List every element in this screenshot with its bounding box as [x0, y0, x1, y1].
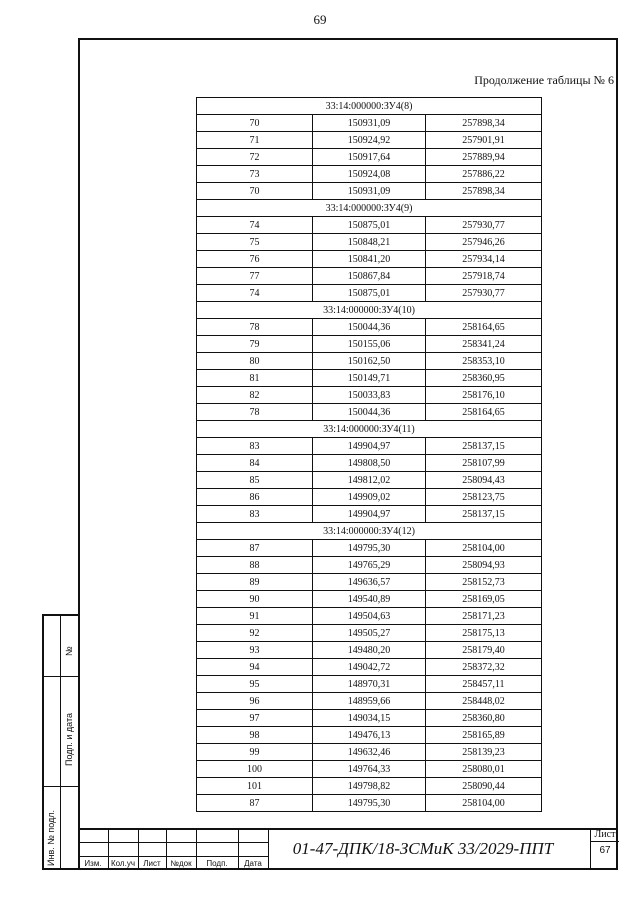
coord-x: 149480,20 [313, 642, 426, 659]
strip-inv-label: Инв. № подл. [46, 809, 56, 866]
coord-x: 150875,01 [313, 285, 426, 302]
coord-x: 150162,50 [313, 353, 426, 370]
point-number: 91 [197, 608, 313, 625]
table-row [197, 166, 542, 183]
col-izm: Изм. [84, 859, 102, 868]
coord-x: 150867,84 [313, 268, 426, 285]
table-row [197, 455, 542, 472]
coord-y: 258372,32 [426, 659, 542, 676]
table-row [197, 676, 542, 693]
point-number: 85 [197, 472, 313, 489]
col-ndok: №док [170, 859, 192, 868]
coord-x: 149764,33 [313, 761, 426, 778]
point-number: 95 [197, 676, 313, 693]
coord-y: 257898,34 [426, 115, 542, 132]
point-number: 100 [197, 761, 313, 778]
point-number: 101 [197, 778, 313, 795]
point-number: 77 [197, 268, 313, 285]
coord-y: 258176,10 [426, 387, 542, 404]
coord-y: 258179,40 [426, 642, 542, 659]
group-header-row [197, 98, 542, 115]
coord-y: 258169,05 [426, 591, 542, 608]
table-row [197, 472, 542, 489]
point-number: 87 [197, 540, 313, 557]
sheet-number: 67 [599, 845, 611, 856]
table-row [197, 557, 542, 574]
point-number: 78 [197, 404, 313, 421]
coord-y: 258090,44 [426, 778, 542, 795]
coord-x: 149540,89 [313, 591, 426, 608]
coord-y: 258353,10 [426, 353, 542, 370]
coord-y: 258094,43 [426, 472, 542, 489]
table-row [197, 217, 542, 234]
coord-y: 258080,01 [426, 761, 542, 778]
coord-y: 258360,80 [426, 710, 542, 727]
table-row [197, 710, 542, 727]
coord-x: 150044,36 [313, 404, 426, 421]
coord-x: 150033,83 [313, 387, 426, 404]
table-row [197, 115, 542, 132]
coord-x: 148970,31 [313, 676, 426, 693]
coord-x: 149795,30 [313, 540, 426, 557]
point-number: 88 [197, 557, 313, 574]
strip-number-label: № [64, 646, 74, 656]
coord-x: 150841,20 [313, 251, 426, 268]
coord-y: 258123,75 [426, 489, 542, 506]
coord-x: 150044,36 [313, 319, 426, 336]
table-row [197, 761, 542, 778]
coord-x: 150931,09 [313, 115, 426, 132]
coord-x: 149632,46 [313, 744, 426, 761]
coord-y: 257886,22 [426, 166, 542, 183]
col-data: Дата [244, 859, 262, 868]
coord-x: 149904,97 [313, 506, 426, 523]
point-number: 71 [197, 132, 313, 149]
point-number: 89 [197, 574, 313, 591]
point-number: 90 [197, 591, 313, 608]
point-number: 78 [197, 319, 313, 336]
coord-y: 258360,95 [426, 370, 542, 387]
coord-x: 150917,64 [313, 149, 426, 166]
title-block [78, 828, 618, 870]
point-number: 84 [197, 455, 313, 472]
coord-y: 258137,15 [426, 438, 542, 455]
table-row [197, 234, 542, 251]
point-number: 96 [197, 693, 313, 710]
coord-y: 258104,00 [426, 795, 542, 812]
coord-y: 258448,02 [426, 693, 542, 710]
table-row [197, 625, 542, 642]
left-strip [42, 614, 78, 870]
group-title: 33:14:000000:ЗУ4(8) [197, 98, 542, 115]
table-caption: Продолжение таблицы № 6 [474, 73, 614, 87]
point-number: 74 [197, 285, 313, 302]
coord-y: 258107,99 [426, 455, 542, 472]
col-podp: Подп. [206, 859, 228, 868]
coord-y: 257901,91 [426, 132, 542, 149]
coord-y: 257930,77 [426, 217, 542, 234]
table-row [197, 285, 542, 302]
coord-y: 257889,94 [426, 149, 542, 166]
table-row [197, 608, 542, 625]
coord-x: 149812,02 [313, 472, 426, 489]
table-row [197, 404, 542, 421]
table-row [197, 132, 542, 149]
point-number: 74 [197, 217, 313, 234]
sheet-box [590, 828, 619, 870]
coord-x: 149798,82 [313, 778, 426, 795]
coord-x: 149765,29 [313, 557, 426, 574]
group-header-row [197, 302, 542, 319]
coord-y: 258139,23 [426, 744, 542, 761]
group-header-row [197, 523, 542, 540]
table-row [197, 693, 542, 710]
table-row [197, 642, 542, 659]
coord-x: 150848,21 [313, 234, 426, 251]
coord-y: 258094,93 [426, 557, 542, 574]
sheet-label: Лист [594, 829, 616, 840]
coord-x: 150875,01 [313, 217, 426, 234]
table-row [197, 336, 542, 353]
table-row [197, 370, 542, 387]
point-number: 79 [197, 336, 313, 353]
table-row [197, 387, 542, 404]
coord-y: 258104,00 [426, 540, 542, 557]
coord-y: 258137,15 [426, 506, 542, 523]
table-row [197, 574, 542, 591]
coord-x: 150924,08 [313, 166, 426, 183]
point-number: 81 [197, 370, 313, 387]
table-row [197, 438, 542, 455]
table-row [197, 591, 542, 608]
point-number: 93 [197, 642, 313, 659]
table-row [197, 540, 542, 557]
coord-x: 150931,09 [313, 183, 426, 200]
coord-y: 257918,74 [426, 268, 542, 285]
table-row [197, 506, 542, 523]
coord-y: 257934,14 [426, 251, 542, 268]
group-header-row [197, 421, 542, 438]
point-number: 98 [197, 727, 313, 744]
table-row [197, 778, 542, 795]
point-number: 76 [197, 251, 313, 268]
revision-grid [78, 828, 268, 870]
col-list: Лист [143, 859, 161, 868]
point-number: 83 [197, 506, 313, 523]
table-row [197, 268, 542, 285]
group-title: 33:14:000000:ЗУ4(9) [197, 200, 542, 217]
coord-x: 149042,72 [313, 659, 426, 676]
table-row [197, 353, 542, 370]
point-number: 75 [197, 234, 313, 251]
table-row [197, 795, 542, 812]
coord-x: 149909,02 [313, 489, 426, 506]
coord-x: 149904,97 [313, 438, 426, 455]
point-number: 80 [197, 353, 313, 370]
coordinates-table [196, 97, 542, 812]
coord-y: 258171,23 [426, 608, 542, 625]
point-number: 83 [197, 438, 313, 455]
group-header-row [197, 200, 542, 217]
page-number: 69 [313, 12, 327, 27]
coord-x: 150924,92 [313, 132, 426, 149]
point-number: 99 [197, 744, 313, 761]
point-number: 97 [197, 710, 313, 727]
coord-x: 149808,50 [313, 455, 426, 472]
point-number: 70 [197, 183, 313, 200]
table-row [197, 659, 542, 676]
table-row [197, 727, 542, 744]
table-row [197, 319, 542, 336]
table-row [197, 183, 542, 200]
coord-x: 150149,71 [313, 370, 426, 387]
table-row [197, 489, 542, 506]
point-number: 94 [197, 659, 313, 676]
coord-y: 258152,73 [426, 574, 542, 591]
coord-y: 258164,65 [426, 404, 542, 421]
coord-y: 258457,11 [426, 676, 542, 693]
coord-x: 149504,63 [313, 608, 426, 625]
coord-x: 149636,57 [313, 574, 426, 591]
group-title: 33:14:000000:ЗУ4(12) [197, 523, 542, 540]
point-number: 70 [197, 115, 313, 132]
coord-y: 257898,34 [426, 183, 542, 200]
point-number: 82 [197, 387, 313, 404]
coord-x: 150155,06 [313, 336, 426, 353]
coord-y: 258164,65 [426, 319, 542, 336]
coord-x: 149034,15 [313, 710, 426, 727]
strip-date-label: Подп. и дата [64, 712, 74, 766]
group-title: 33:14:000000:ЗУ4(11) [197, 421, 542, 438]
coord-x: 148959,66 [313, 693, 426, 710]
coord-x: 149476,13 [313, 727, 426, 744]
table-row [197, 251, 542, 268]
point-number: 72 [197, 149, 313, 166]
point-number: 87 [197, 795, 313, 812]
group-title: 33:14:000000:ЗУ4(10) [197, 302, 542, 319]
col-koluch: Кол.уч [111, 859, 135, 868]
table-row [197, 744, 542, 761]
coord-x: 149505,27 [313, 625, 426, 642]
document-code: 01-47-ДПК/18-ЗСМиК 33/2029-ППТ [292, 839, 554, 858]
table-row [197, 149, 542, 166]
coord-y: 257930,77 [426, 285, 542, 302]
coord-y: 258341,24 [426, 336, 542, 353]
coord-y: 258165,89 [426, 727, 542, 744]
coord-y: 257946,26 [426, 234, 542, 251]
point-number: 92 [197, 625, 313, 642]
coord-y: 258175,13 [426, 625, 542, 642]
point-number: 86 [197, 489, 313, 506]
point-number: 73 [197, 166, 313, 183]
coord-x: 149795,30 [313, 795, 426, 812]
